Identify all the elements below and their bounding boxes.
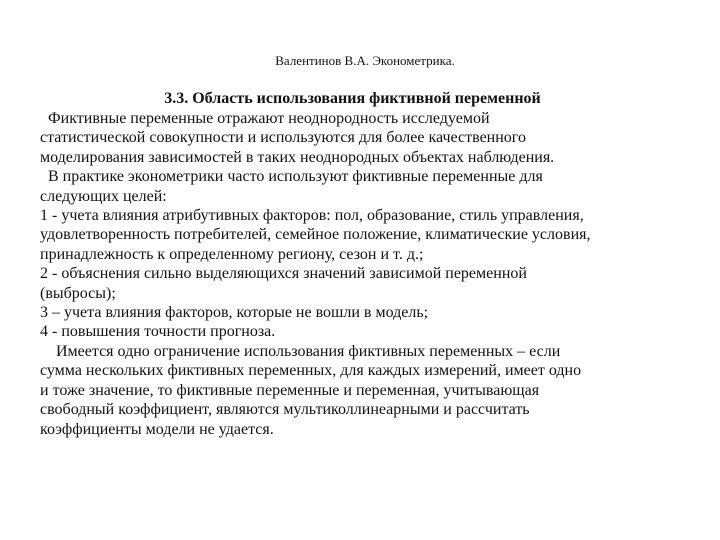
text-line: 1 - учета влияния атрибутивных факторов: пол, образование, стиль управления, <box>40 207 584 225</box>
document-body <box>40 109 590 439</box>
text-line: В практике эконометрики часто используют фиктивные переменные для <box>40 168 543 186</box>
text-line: удовлетворенность потребителей, семейное положение, климатические условия, <box>40 226 591 244</box>
text-line: статистической совокупности и используются для более качественного <box>40 129 526 147</box>
text-line: и тоже значение, то фиктивные переменные и переменная, учитывающая <box>40 381 540 399</box>
text-line: коэффициенты модели не удается. <box>40 420 274 438</box>
text-line: 2 - объяснения сильно выделяющихся значений зависимой переменной <box>40 265 527 283</box>
text-line: принадлежность к определенному региону, сезон и т. д.; <box>40 245 424 263</box>
text-line: сумма нескольких фиктивных переменных, для каждых измерений, имеет одно <box>40 362 582 380</box>
text-line: следующих целей: <box>40 187 167 205</box>
text-line: Фиктивные переменные отражают неоднородность исследуемой <box>40 110 490 127</box>
section-title: 3.3. Область использования фиктивной переменной <box>164 90 541 107</box>
text-line: Имеется одно ограничение использования фиктивных переменных – если <box>40 342 561 360</box>
document-header: Валентинов В.А. Эконометрика. <box>275 53 455 68</box>
text-line: 4 - повышения точности прогноза. <box>40 323 276 341</box>
text-line: (выбросы); <box>40 284 116 302</box>
text-line: моделирования зависимостей в таких неоднородных объектах наблюдения. <box>40 148 555 166</box>
text-line: свободный коэффициент, являются мультиколлинеарными и рассчитать <box>40 401 530 419</box>
text-line: 3 – учета влияния факторов, которые не вошли в модель; <box>40 304 429 322</box>
